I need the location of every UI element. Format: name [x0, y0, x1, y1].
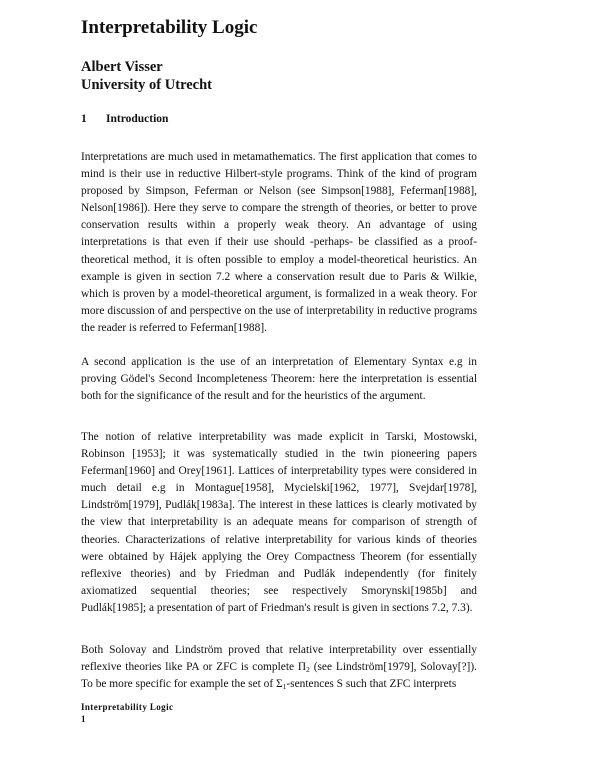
paragraph-4-text-a: Both Solovay and Lindström proved that relative interpretability over essentially reflexive theories like PA or ZFC is complete — [81, 644, 477, 674]
paper-title: Interpretability Logic — [81, 17, 258, 38]
paragraph-4-text-b: (see Lindström[1979], Solovay[?]). To be more specific for example the set of — [81, 661, 477, 691]
page-footer — [81, 701, 173, 725]
paragraph-4-text-c: -sentences S such that ZFC interprets — [286, 678, 457, 691]
section-number: 1 — [81, 113, 87, 125]
pi-subscript: 2 — [306, 665, 310, 675]
author-name: Albert Visser — [81, 59, 163, 75]
author-affiliation: University of Utrecht — [81, 77, 213, 93]
author-block — [81, 58, 212, 94]
pi-symbol: Π — [297, 661, 307, 674]
page-number: 1 — [81, 714, 86, 724]
sigma-symbol: Σ — [275, 678, 283, 691]
section-heading — [81, 113, 168, 125]
paragraph-1: Interpretations are much used in metamathematics. The first application that comes to mind is their use in reductive Hilbert-style programs. Think of the kind of program proposed by Simpson, Feferman or Nelson (see Simpson[1988], Feferman[1988], Nelson[1986]). Here they serve to compare the strength of theories, or better to prove conservation results within a properly weak theory. An advantage of using interpretations is that even if their use should -perhaps- be classified as a proof-theoretical method, it is often possible to employ a model-theoretical heuristics. An example is given in section 7.2 where a conservation result due to Paris & Wilkie, which is proven by a model-theoretical argument, is formalized in a weak theory. For more discussion of and perspective on the use of interpretability in reductive programs the reader is referred to Feferman[1988]. — [81, 151, 477, 334]
paragraph-3: The notion of relative interpretability was made explicit in Tarski, Mostowski, Robinson [1953]; it was systematically studied in the twin pioneering papers Feferman[1960] and Orey[1961]. Lattices of interpretability types were considered in much detail e.g in Montague[1958], Mycielski[1962, 1977], Svejdar[1978], Lindström[1979], Pudlák[1983a]. The interest in these lattices is clearly motivated by the view that interpretability is an adequate means for comparison of strength of theories. Characterizations of relative interpretability for various kinds of theories were obtained by Hájek applying the Orey Compactness Theorem (for essentially reflexive theories) and by Friedman and Pudlák independently (for finitely axiomatized sequential theories; see respectively Smorynski[1985b] and Pudlák[1985]; a presentation of part of Friedman's result is given in sections 7.2, 7.3). — [81, 431, 477, 614]
section-title: Introduction — [106, 113, 169, 125]
paragraph-2: A second application is the use of an interpretation of Elementary Syntax e.g in proving Gödel's Second Incompleteness Theorem: here the interpretation is essential both for the significance of the result and for the heuristics of the argument. — [81, 356, 477, 403]
paragraph-4 — [81, 642, 477, 693]
running-title: Interpretability Logic — [81, 702, 174, 712]
sigma-subscript: 1 — [282, 682, 287, 692]
